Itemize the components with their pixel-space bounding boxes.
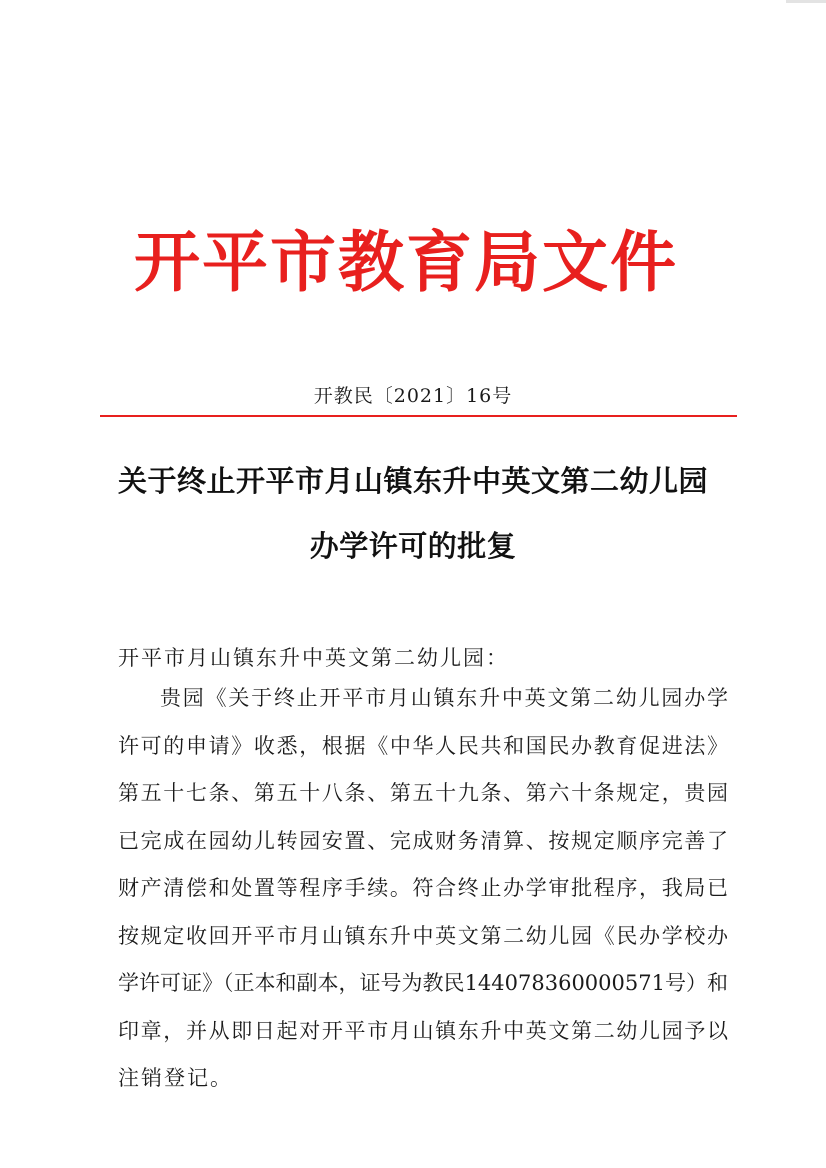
body-text-line: 已完成在园幼儿转园安置、完成财务清算、按规定顺序完善了 (118, 829, 728, 853)
body-text-line: 许可的申请》收悉，根据《中华人民共和国民办教育促进法》 (118, 734, 728, 758)
body-text-line: 印章，并从即日起对开平市月山镇东升中英文第二幼儿园予以 (118, 1019, 728, 1043)
document-title-line-2: 办学许可的批复 (309, 529, 517, 563)
body-text-line: 第五十七条、第五十八条、第五十九条、第六十条规定，贵园 (118, 781, 728, 805)
body-text-line: 贵园《关于终止开平市月山镇东升中英文第二幼儿园办学 (160, 686, 728, 710)
document-number: 开教民〔2021〕16号 (313, 385, 513, 407)
document-title-line-1: 关于终止开平市月山镇东升中英文第二幼儿园 (117, 464, 708, 498)
document-masthead: 开平市教育局文件 (134, 223, 678, 301)
salutation: 开平市月山镇东升中英文第二幼儿园： (118, 646, 509, 670)
body-text-line: 注销登记。 (118, 1066, 233, 1090)
body-text-line: 财产清偿和处置等程序手续。符合终止办学审批程序，我局已 (118, 876, 728, 900)
body-text-line: 按规定收回开平市月山镇东升中英文第二幼儿园《民办学校办 (118, 924, 728, 948)
scan-edge-artifact (786, 0, 826, 3)
body-text-line: 学许可证》（正本和副本，证号为教民144078360000571号）和 (118, 971, 728, 995)
red-divider (100, 415, 737, 417)
